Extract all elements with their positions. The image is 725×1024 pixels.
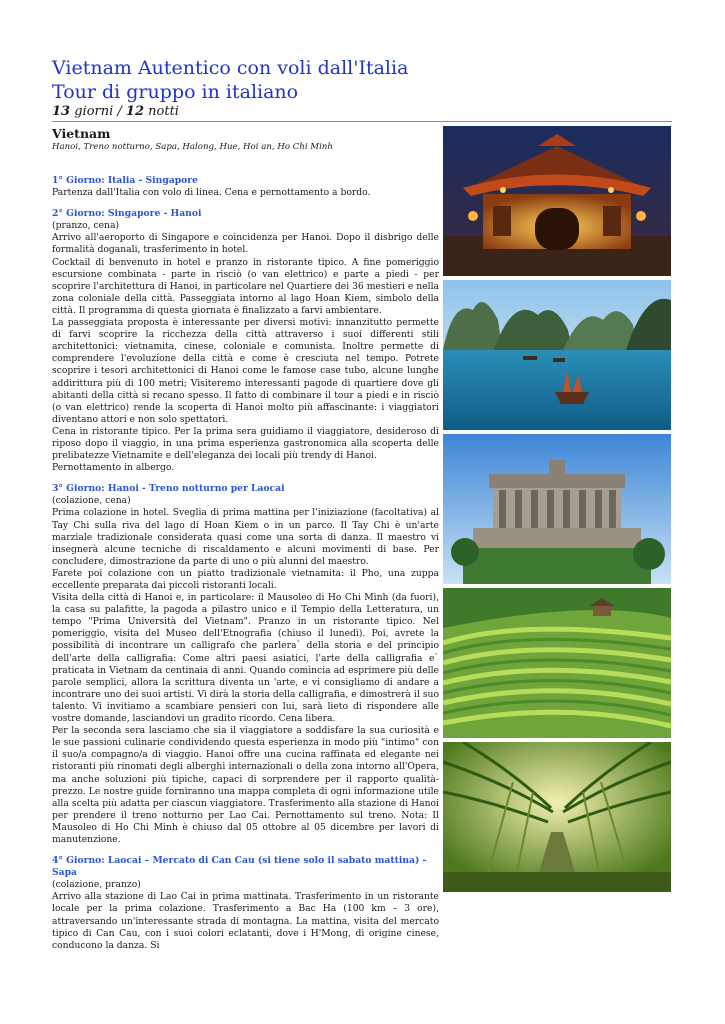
day-2-text: Arrivo all'aeroporto di Singapore e coincidenza per Hanoi. Dopo il disbrigo delle formalità doganali, trasferimento in hotel. [52,232,439,256]
day-3-text: Visita della città di Hanoi e, in particolare: il Mausoleo di Ho Chi Minh (da fuori), la casa su palafitte, la pagoda a pilastro unico e il Tempio della Letteratura, un tempo "Prima Università del Vietnam". Pranzo in un ristorante tipico. Nel pomeriggio, visita del Museo dell'Etnografia (chiuso il lunedì). Poi, avrete la possibilità di incontrare un calligrafo che parlera` della storia e del principio dell'arte della calligrafia: Come altri paesi asiatici, l'arte della calligrafia e` praticata in Vietnam da centinaia di anni. Quando comincia ad esprimere più delle parole semplici, allora la scrittura diventa un 'arte, e vi consigliamo di andare a incontrare uno dei suoi artisti. Vi dirà la storia della calligrafia, e dimostrerà il suo talento. Vi invitiamo a scambiare pensieri con lui, sarà lieto di rispondere alle vostre domande, lasciandovi un gradito ricordo. Cena libera. [52,592,439,725]
day-3-text: Per la seconda sera lasciamo che sia il viaggiatore a soddisfare la sua curiosità e le sue passioni culinarie condividendo questa esperienza in modo più "intimo" con il suo/a compagno/a di viaggio. Hanoi offre una cucina raffinata ed elegante nei ristoranti più rinomati degli alberghi internazionali o della zona intorno all'Opera, ma anche soluzioni più tipiche, capaci di sorprendere per il rapporto qualità-prezzo. Le nostre guide forniranno una mappa completa di ogni informazione utile alla scelta più adatta per ciascun viaggiatore. Trasferimento alla stazione di Hanoi per prendere il treno notturno per Lao Cai. Pernottamento sul treno. Nota: Il Mausoleo di Ho Chi Minh è chiuso dal 05 ottobre al 05 dicembre per lavori di manutenzione. [52,725,439,845]
day-2-text: La passeggiata proposta è interessante per diversi motivi: innanzitutto permette di farvi scoprire la ricchezza della città attraverso i suoi differenti stili architettonici: vietnamita, cinese, coloniale e comunista. Inoltre permette di comprendere l'evoluzione della città e come è cresciuta nel tempo. Potrete scoprire i tesori architettonici di Hanoi come le famose case tubo, alcune lunghe addirittura più di 100 metri; Visiteremo interessanti pagode di quartiere dove gli abitanti della città si recano spesso. Il fatto di combinare il tour a piedi e in risciò (o van elettrico) rende la scoperta di Hanoi molto più affascinante: i viaggiatori diventano attori e non solo spettatori. [52,317,439,425]
country-name: Vietnam [52,126,111,141]
tour-title [52,56,672,104]
day-2-title: 2° Giorno: Singapore - Hanoi [52,208,202,220]
day-4-meals: (colazione, pranzo) [52,879,141,891]
day-1-text: Partenza dall'Italia con volo di linea. Cena e pernottamento a bordo. [52,187,371,199]
photo-rice-terraces [443,588,671,738]
nights-count: 12 [125,104,145,119]
photo-hoi-an-bridge [443,126,671,276]
days-count: 13 [52,104,71,119]
days-label: giorni / [70,104,126,119]
places-list: Hanoi, Treno notturno, Sapa, Halong, Hue, Hoi an, Ho Chi Minh [52,142,333,152]
day-2-text: Pernottamento in albergo. [52,462,175,474]
header-divider [52,121,672,122]
day-2-text: Cocktail di benvenuto in hotel e pranzo in ristorante tipico. A fine pomeriggio escursione combinata - parte in risciò (o van elettrico) e parte a piedi - per scoprire l'architettura di Hanoi, in particolare nel Quartiere dei 36 mestieri e nella zona coloniale della città. Passeggiata intorno al lago Hoan Kiem, simbolo della città. Il programma di questa giornata è finalizzato a farvi ambientare. [52,256,439,316]
day-3-meals: (colazione, cena) [52,495,131,507]
day-4-text: Arrivo alla stazione di Lao Cai in prima mattinata. Trasferimento in un ristorante locale per la prima colazione. Trasferimento a Bac Ha (100 km – 3 ore), attraversando un'interessante strada di montagna. La mattina, visita del mercato tipico di Can Cau, con i suoi colori eclatanti, dove i H'Mong, di origine cinese, conducono la danza. Si [52,891,439,951]
itinerary-column [52,175,439,952]
photo-halong-bay [443,280,671,430]
day-2-text: Cena in ristorante tipico. Per la prima sera guidiamo il viaggiatore, desideroso di riposo dopo il viaggio, in una prima esperienza gastronomica alla scoperta delle prelibatezze Vietnamite e dell'eleganza dei locali più trendy di Hanoi. [52,425,439,462]
day-1-title: 1° Giorno: Italia - Singapore [52,175,198,186]
photo-palm-canal [443,742,671,892]
nights-label: notti [144,104,179,119]
day-3-text: Prima colazione in hotel. Sveglia di prima mattina per l'iniziazione (facoltativa) al Tay Chi sulla riva del lago di Hoan Kiem o in un parco. Il Tay Chi è un'arte marziale tradizionale considerata quasi come una sorta di danza. Il maestro vi insegnerà alcune tecniche di riscaldamento e alcuni movimenti di base. Per concludere, dimostrazione da parte di uno o più alunni del maestro. [52,507,439,567]
duration [52,104,179,119]
day-3-text: Farete poi colazione con un piatto tradizionale vietnamita: il Pho, una zuppa eccellente preparata dai piccoli ristoranti locali. [52,567,439,591]
photo-column [443,126,671,896]
photo-mausoleum [443,434,671,584]
title-line-1: Vietnam Autentico con voli dall'Italia [52,57,409,79]
day-4-title: 4° Giorno: Laocai – Mercato di Can Cau (si tiene solo il sabato mattina) - Sapa [52,855,427,879]
title-line-2: Tour di gruppo in italiano [52,81,299,103]
day-3-title: 3° Giorno: Hanoi - Treno notturno per Laocai [52,483,285,495]
day-2-meals: (pranzo, cena) [52,220,120,232]
